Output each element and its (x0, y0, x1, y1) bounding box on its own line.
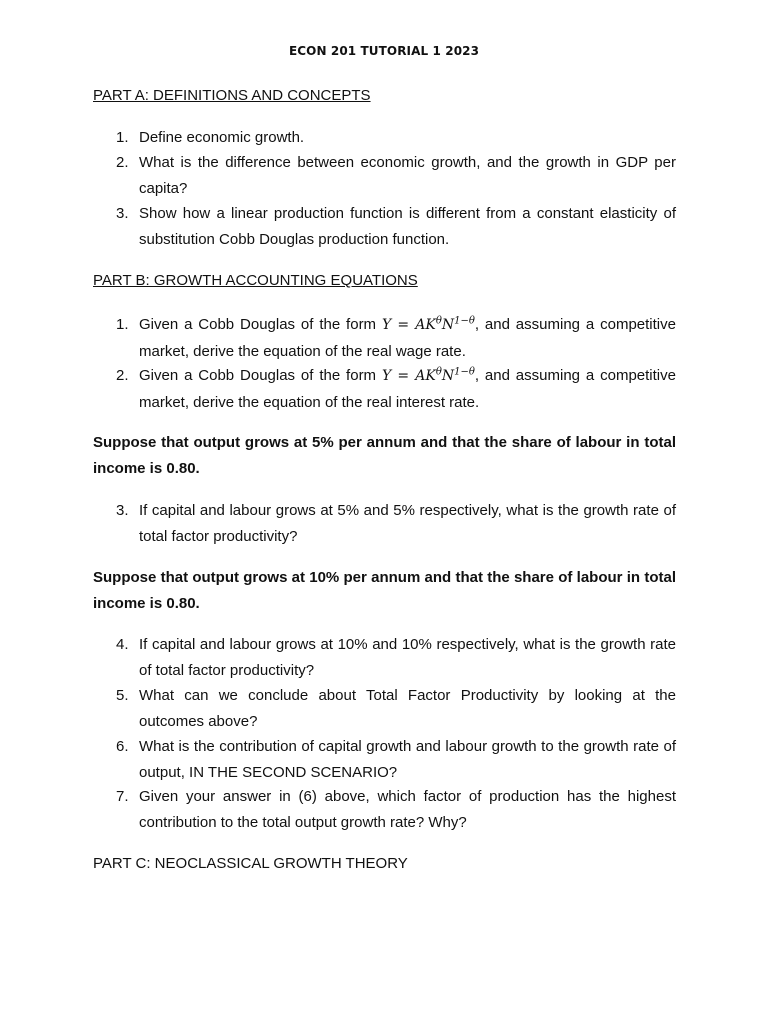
part-a-item-3: 3. Show how a linear production function is different from a constant elasticity of substitution Cobb Douglas production function. (116, 205, 676, 248)
part-b-item-4: 4. If capital and labour grows at 10% and 10% respectively, what is the growth rate of total factor productivity? (116, 636, 676, 679)
scenario-1-text: Suppose that output grows at 5% per annum and that the share of labour in total income is 0.80. (93, 434, 676, 477)
part-a-item-1: 1. Define economic growth. (116, 129, 305, 146)
part-c-heading: PART C: NEOCLASSICAL GROWTH THEORY (93, 855, 408, 872)
document-title: ECON 201 TUTORIAL 1 2023 (288, 44, 480, 58)
cobb-douglas-formula: $Y = AK^\theta N^{1-\theta}$ (381, 366, 475, 384)
scenario-2-text: Suppose that output grows at 10% per annum and that the share of labour in total income is 0.80. (93, 569, 676, 612)
part-b-item-2: 2. Given a Cobb Douglas of the form $Y = AK^\theta N^{1-\theta}$, and assuming a competitive market, derive the equation of the real interest rate. (116, 366, 676, 411)
part-b-item-6: 6. What is the contribution of capital growth and labour growth to the growth rate of output, IN THE SECOND SCENARIO? (116, 738, 676, 781)
part-b-item-1: 1. Given a Cobb Douglas of the form $Y = AK^\theta N^{1-\theta}$, and assuming a competitive market, derive the equation of the real wage rate. (116, 315, 676, 360)
part-b-item-3: 3. If capital and labour grows at 5% and 5% respectively, what is the growth rate of total factor productivity? (116, 502, 676, 545)
part-a-heading: PART A: DEFINITIONS AND CONCEPTS (93, 87, 371, 104)
part-b-item-7: 7. Given your answer in (6) above, which factor of production has the highest contribution to the total output growth rate? Why? (116, 788, 676, 831)
cobb-douglas-formula: $Y = AK^\theta N^{1-\theta}$ (381, 315, 475, 333)
part-a-item-2: 2. What is the difference between economic growth, and the growth in GDP per capita? (116, 154, 676, 197)
part-b-heading: PART B: GROWTH ACCOUNTING EQUATIONS (93, 272, 418, 289)
part-b-item-5: 5. What can we conclude about Total Factor Productivity by looking at the outcomes above? (116, 687, 676, 730)
